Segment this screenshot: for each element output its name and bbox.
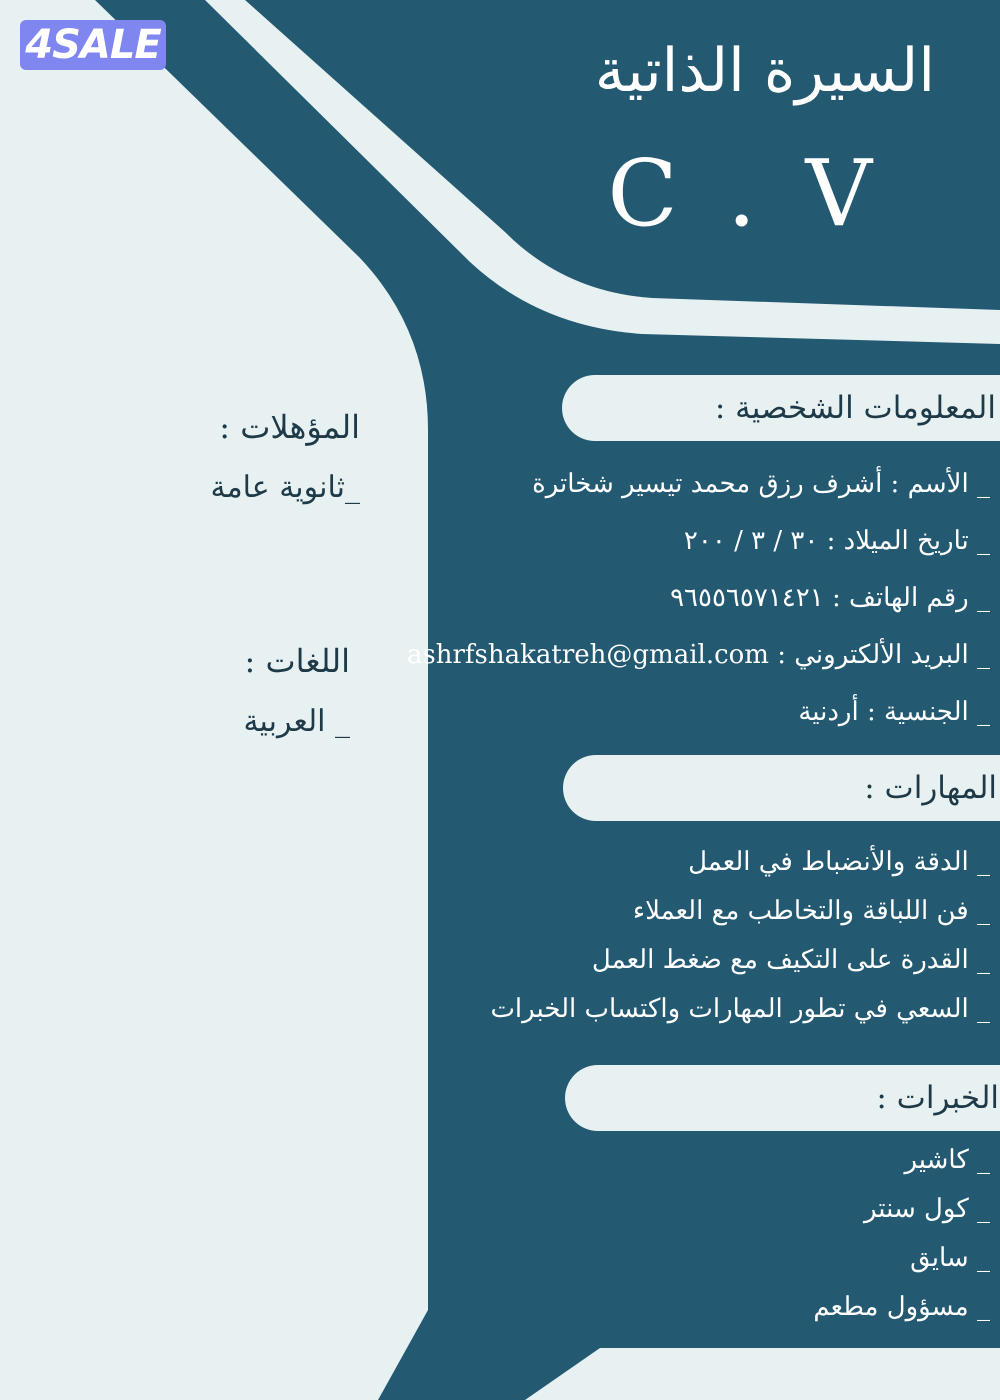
personal-info-list	[407, 456, 1000, 741]
skill-item: _ فن اللباقة والتخاطب مع العملاء	[632, 896, 990, 926]
experience-item: _ كاشير	[904, 1145, 990, 1175]
brand-logo-text: 4SALE	[25, 22, 161, 68]
section-heading-skills	[563, 755, 1000, 821]
section-heading-skills-text: المهارات :	[864, 770, 997, 806]
page-title-cv: C . V	[607, 140, 882, 247]
section-heading-experience-text: الخبرات :	[876, 1080, 999, 1116]
experience-item: _ مسؤول مطعم	[813, 1292, 990, 1322]
experience-list	[813, 1136, 1000, 1332]
section-heading-personal-text: المعلومات الشخصية :	[714, 390, 996, 426]
brand-logo	[20, 20, 166, 70]
personal-phone: _ رقم الهاتف : ٩٦٥٥٦٥٧١٤٢١	[670, 583, 990, 613]
languages-heading: اللغات :	[244, 642, 350, 680]
languages-value: _ العربية	[243, 704, 350, 739]
skill-item: _ القدرة على التكيف مع ضغط العمل	[591, 945, 990, 975]
personal-name: _ الأسم : أشرف رزق محمد تيسير شخاترة	[532, 469, 990, 499]
skills-list	[490, 838, 1000, 1034]
qualifications-heading: المؤهلات :	[219, 408, 360, 446]
personal-nationality: _ الجنسية : أردنية	[798, 697, 990, 727]
bottom-wedge	[525, 1348, 1000, 1400]
page-title-arabic: السيرة الذاتية	[594, 36, 935, 106]
section-heading-personal	[562, 375, 1000, 441]
qualifications-value: _ثانوية عامة	[210, 470, 360, 505]
section-heading-experience	[565, 1065, 1000, 1131]
personal-email: _ البريد الألكتروني : ashrfshakatreh@gmail.com	[406, 640, 990, 670]
experience-item: _ كول سنتر	[863, 1194, 990, 1224]
skill-item: _ السعي في تطور المهارات واكتساب الخبرات	[490, 994, 990, 1024]
skill-item: _ الدقة والأنضباط في العمل	[688, 847, 990, 877]
experience-item: _ سايق	[910, 1243, 990, 1273]
personal-birthdate: _ تاريخ الميلاد : ٣٠ / ٣ / ٢٠٠	[683, 526, 990, 556]
